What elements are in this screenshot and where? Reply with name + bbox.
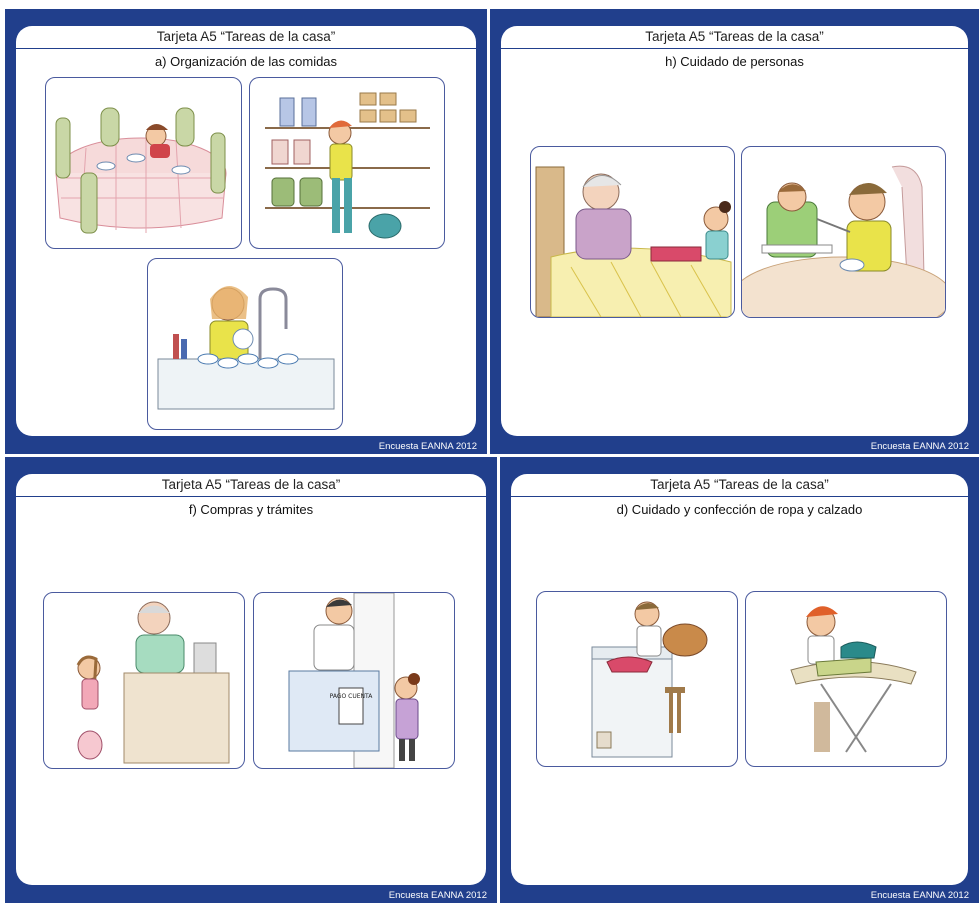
card-subtitle: a) Organización de las comidas <box>154 54 338 69</box>
card-subtitle: f) Compras y trámites <box>188 502 314 517</box>
boy-ironing-clothes-illustration <box>745 591 947 767</box>
girl-serving-grandmother-in-bed-illustration <box>530 146 735 318</box>
card-footer: Encuesta EANNA 2012 <box>388 890 487 901</box>
card-title: Tarjeta A5 “Tareas de la casa” <box>16 474 486 497</box>
card-title: Tarjeta A5 “Tareas de la casa” <box>511 474 968 497</box>
card-footer: Encuesta EANNA 2012 <box>870 441 969 452</box>
card-footer: Encuesta EANNA 2012 <box>870 890 969 901</box>
card-subtitle: h) Cuidado de personas <box>665 54 804 69</box>
pago-cuenta-sign: PAGO CUENTA <box>329 693 373 700</box>
child-at-pantry-shelves-illustration <box>249 77 445 249</box>
card-title: Tarjeta A5 “Tareas de la casa” <box>16 26 476 49</box>
boy-loading-washing-machine-illustration <box>536 591 738 767</box>
card-footer: Encuesta EANNA 2012 <box>378 441 477 452</box>
child-setting-table-illustration <box>45 77 242 249</box>
card-cuidado-ropa <box>500 457 979 903</box>
boy-feeding-baby-illustration <box>741 146 946 318</box>
girl-buying-at-shop-counter-illustration <box>43 592 245 769</box>
card-subtitle: d) Cuidado y confección de ropa y calzado <box>616 502 863 517</box>
card-title: Tarjeta A5 “Tareas de la casa” <box>501 26 968 49</box>
girl-washing-dishes-illustration <box>147 258 343 430</box>
card-compras-tramites <box>5 457 497 903</box>
card-cuidado-personas <box>490 9 979 454</box>
girl-paying-bill-illustration <box>253 592 455 769</box>
card-organizacion-comidas <box>5 9 487 454</box>
